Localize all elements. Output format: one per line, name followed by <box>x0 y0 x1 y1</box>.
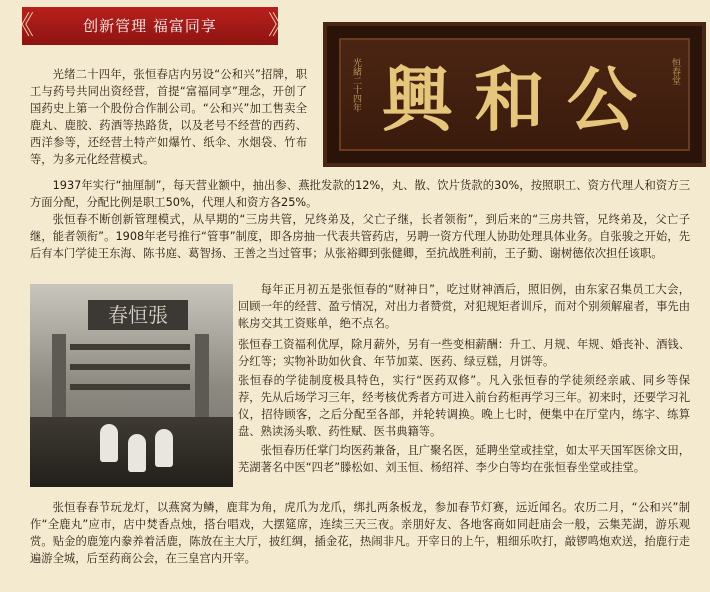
plaque-char-3: 公 <box>566 58 637 141</box>
photo-figure <box>100 424 118 462</box>
photo-shelf <box>70 364 190 370</box>
pharmacy-interior-photo <box>30 284 233 487</box>
paragraph-choulizhi: 1937年实行“抽厘制”，每天营业额中，抽出参、燕批发款的12%，丸、散、饮片货款的30%，按照职工、资方代理人和资方三方面分配，分配比例是职工50%，代理人和资方各25%。 <box>30 179 690 209</box>
paragraph-caishen-day: 每年正月初五是张恒春的“财神日”，吃过财神酒后，照旧例，由东家召集员工大会，回顾一年的经营、盈亏情况，对出力者赞赏，对犯规矩者训斥，而对个别须解雇者，事先由帐房交其工资账单，绝不点名。 <box>238 283 690 330</box>
paragraph-spring-festival: 张恒春春节玩龙灯，以燕窝为鳞，鹿茸为角，虎爪为龙爪，绑扎两条板龙，参加春节灯赛，远近闻名。农历二月，“公和兴”制作“全鹿丸”应市，店中焚香点烛，搭台唱戏，大摆筵席，连续三天三夜。亲朋好友、各地客商如同赶庙会一般，云集芜湖，游乐观赏。贴金的鹿笼内豢养着活鹿，陈放在主大厅，披红绸，插金花，热闹非凡。开宰日的上午，粗细乐吹打，敲锣鸣炮欢送，抬鹿行走遍游全城，后至药商公会，在三皇宫内开宰。 <box>30 501 690 565</box>
paragraph-apprentice: 张恒春的学徒制度极具特色，实行“医药双修”。凡入张恒春的学徒须经亲戚、同乡等保荐，先从后场学习三年，经考核优秀者方可进入前台药柜再学习三年。初来时，还要学习礼仪，招待顾客，之后分配至各部，并轮转调换。晚上七时，便集中在厅堂内，练字、练算盘、熟读汤头歌、药性赋、医书典籍等。 <box>238 374 690 438</box>
paragraph-management-model: 张恒春不断创新管理模式，从早期的“三房共管，兄终弟及，父亡子继，长者领衔”，到后来的“三房共管，兄终弟及，父亡子继，能者领衔”。1908年老号推行“管事”制度，即各房抽一代表共管药店，另聘一资方代理人协助处理具体业务。自张骏之开始，先后有本门学徒王东海、陈书庭、葛智扬、王善之当过管事；从张裕卿到张健卿，至抗战胜利前，王子勤、谢树德依次担任该职。 <box>30 213 690 260</box>
banner-title: 创新管理 福富同享 <box>83 17 217 35</box>
paragraph-welfare: 张恒春工资福利优厚，除月薪外，另有一些变相薪酬：升工、月规、年规、婚丧补、酒钱、分红等；实物补助如伙食、年节加菜、医药、绿豆糕，月饼等。 <box>238 338 690 368</box>
banner-left-ornament: 《 <box>8 11 35 41</box>
photo-figure <box>155 429 173 467</box>
photo-shop-sign: 春恒張 <box>88 300 188 330</box>
banner-right-ornament: 》 <box>268 11 295 41</box>
plaque-characters <box>371 58 648 141</box>
plaque-char-2: 和 <box>474 58 545 141</box>
plaque-board <box>339 38 690 151</box>
photo-shelf <box>70 344 190 350</box>
photo-figure <box>128 434 146 472</box>
photo-shelf <box>70 384 190 390</box>
photo-pillar <box>195 334 209 424</box>
plaque-right-inscription: 恒春堂 <box>670 58 680 85</box>
plaque-left-inscription: 光緒二十四年 <box>351 58 361 112</box>
plaque-char-1: 興 <box>382 58 453 141</box>
gonghexing-plaque-image <box>323 22 706 167</box>
section-banner <box>8 7 295 45</box>
paragraph-famous-doctors: 张恒春历任掌门均医药兼备，且广聚名医，延聘坐堂或挂堂，如太平天国军医徐文田，芜湖著名中医“四老”滕松如、刘玉恒、杨绍祥、李少白等均在张恒春坐堂或挂堂。 <box>238 444 690 474</box>
paragraph-gonghexing: 光绪二十四年，张恒春店内另设“公和兴”招牌，职工与药号共同出资经营，首提“富福同享”理念，开创了国药史上第一个股份合作制公司。“公和兴”加工售卖全鹿丸、鹿胶、药酒等热路货，以及老号不经营的西药、西洋参等，还经营土特产如爆竹、纸伞、水烟袋、竹布等，为多元化经营模式。 <box>30 68 307 166</box>
photo-pillar <box>52 334 66 424</box>
